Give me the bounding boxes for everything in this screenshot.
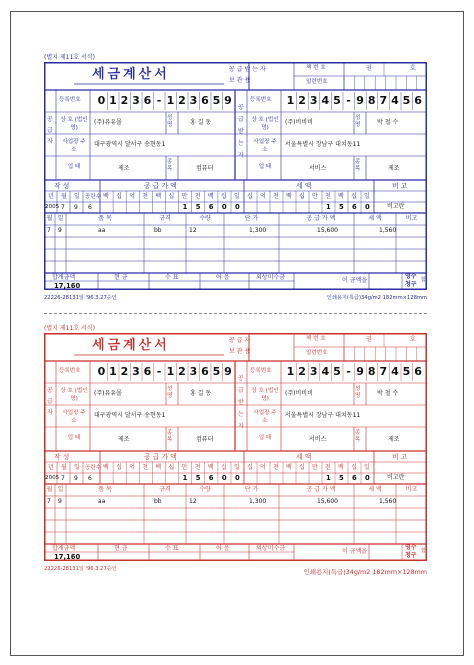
item-header: 품 목 [98,486,112,493]
book-number-label: 책 번 호 [306,336,326,342]
supply-place-label: 십 [116,464,122,471]
supplier-reg-digit: 3 [132,365,140,378]
supply-place-label: 천 [194,464,201,471]
tax-place-label: 만 [312,193,318,200]
buyer-reg-digit: 6 [414,365,422,378]
tax-amount-header: 세 액 [296,453,312,461]
total-value: 17,160 [54,553,81,561]
tax-place-label: 십 [247,193,253,200]
date-col-label: 일 [74,193,80,200]
supplier-field-label: 사업장 주 소 [62,410,86,424]
item-unit-price: 1,300 [249,227,267,234]
buyer-item: 제조 [388,165,400,172]
item-unit-price: 1,300 [249,498,267,505]
book-number-label: 책 번 호 [306,65,326,71]
supply-place-label: 십 [168,193,175,200]
invoice-title: 세금계산서 [92,338,170,353]
item-header: 공 급 가 액 [306,215,336,222]
supplier-item-label: 종목 [167,430,173,443]
date-month: 7 [61,204,65,211]
buyer-company: (주)비비비 [285,119,313,126]
supplier-field-label: 등록번호 [59,368,81,374]
supply-digit: 5 [195,203,201,211]
supplier-reg-digit: 0 [97,94,106,107]
supply-place-label: 백 [103,193,109,200]
supply-place-label: 백 [207,464,214,471]
date-month: 7 [61,475,65,482]
supplier-company: (주)유유몰 [94,390,122,397]
supplier-reg-digit: 3 [189,365,198,378]
buyer-reg-digit: 5 [402,94,411,107]
buyer-reg-digit: 4 [321,365,330,378]
blank-count-value: 6 [88,204,92,211]
cut-line [44,313,427,314]
book-unit-number: 호 [410,65,416,72]
tax-place-label: 십 [299,464,305,471]
item-spec: bb [154,498,162,505]
supply-place-label: 천 [194,193,201,200]
buyer-reg-digit: - [346,94,351,107]
item-qty: 12 [189,227,197,234]
date-col-label: 월 [61,193,67,200]
buyer-item-label: 종목 [355,430,361,443]
supply-place-label: 천 [142,193,149,200]
supply-digit: 0 [221,474,227,482]
supply-digit: 5 [195,474,201,482]
supplier-reg-digit: 1 [166,365,175,378]
buyer-reg-digit: 5 [402,365,411,378]
buyer-reg-digit: 8 [367,365,376,378]
tax-digit: 5 [339,203,344,211]
supplier-name: 홍 길 동 [190,119,212,126]
supply-digit: 1 [182,203,188,211]
note-header: 비 고 [392,453,408,461]
buyer-reg-digit: 5 [333,365,341,378]
claim-label: 청구 [405,552,417,559]
supplier-reg-digit: 0 [97,365,106,378]
cash-label: 현 금 [114,274,128,281]
buyer-address: 서울특별시 장남구 대치동11 [285,141,361,148]
supplier-business: 제조 [118,436,130,443]
bill-label: 어 음 [216,545,230,552]
buyer-vertical-label: 공급받는자 [238,375,244,430]
tax-place-label: 천 [273,464,279,471]
item-header: 세 액 [368,486,382,493]
supplier-vertical-label: 공 급 자 [47,387,53,416]
buyer-name: 박 철 수 [377,119,399,126]
supplier-reg-digit: 1 [166,94,175,107]
supply-amount-header: 공 급 가 액 [144,453,177,461]
footer-approval: 22226-28131일 '96.3.27승인 [44,295,117,301]
item-supply: 15,600 [317,227,338,234]
tax-place-label: 백 [338,464,344,471]
tax-place-label: 천 [325,464,331,471]
item-header: 월 [46,486,53,493]
copy-label-bottom: 보 관 용 [229,348,251,355]
supplier-field-label: 상 호 (법인명) [60,117,88,131]
tax-invoice-buyer-copy [44,54,427,301]
buyer-name-label: 성명 [355,115,361,128]
buyer-field-label: 상 호 (법인명) [251,388,279,402]
supply-digit: 0 [235,203,240,211]
tax-place-label: 만 [312,464,318,471]
buyer-business: 서비스 [309,165,327,172]
date-col-label: 년 [48,193,54,200]
supplier-field-label: 업 태 [67,435,81,441]
supply-digit: 1 [182,474,188,482]
item-month: 7 [47,498,51,505]
supplier-reg-digit: 6 [143,365,152,378]
item-header: 일 [57,486,64,493]
supplier-reg-digit: 2 [178,94,186,107]
supply-place-label: 일 [234,193,240,200]
tax-digit: 6 [352,203,357,211]
item-header: 비고 [405,215,418,222]
supply-place-label: 만 [181,464,188,471]
item-header: 규격 [159,215,171,222]
date-year: 2005 [45,204,60,210]
book-unit-volume: 권 [366,65,372,72]
supply-place-label: 십 [220,193,227,200]
buyer-reg-digit: 4 [391,94,399,107]
buyer-reg-digit: 1 [286,365,295,378]
blank-count-value: 6 [88,475,92,482]
supply-place-label: 일 [234,464,240,471]
tax-place-label: 십 [351,193,357,200]
total-label: 합계금액 [52,545,76,552]
item-header: 공 급 가 액 [306,486,336,493]
supply-place-label: 백 [207,193,214,200]
tax-place-label: 십 [351,464,357,471]
supplier-reg-digit: 6 [143,94,152,107]
book-unit-number: 호 [410,336,416,343]
buyer-field-label: 상 호 (법인명) [251,117,279,131]
supplier-reg-digit: 2 [120,94,129,107]
supplier-field-label: 업 태 [67,164,81,170]
supplier-reg-digit: - [156,365,162,378]
supply-digit: 0 [221,203,227,211]
buyer-reg-digit: 4 [321,94,330,107]
item-tax: 1,560 [379,227,397,234]
item-header: 세 액 [368,215,382,222]
footer-paper-spec: 인쇄용지(특급)34g/m2 182mm×128mm [326,295,427,301]
supplier-reg-digit: 3 [132,94,140,107]
supply-digit: 6 [208,203,214,211]
buyer-reg-digit: 3 [309,365,318,378]
supplier-reg-digit: - [156,94,162,107]
credit-label: 외상미수금 [256,274,285,281]
serial-number-label: 일련번호 [306,350,328,356]
form-number: (별지 제11호 서식) [44,54,95,61]
buyer-reg-digit: 1 [286,94,295,107]
supply-place-label: 억 [129,464,135,471]
buyer-reg-digit: 8 [367,94,376,107]
tax-amount-header: 세 액 [296,182,312,190]
supply-place-label: 십 [220,464,227,471]
supplier-reg-digit: 2 [178,365,186,378]
total-value: 17,160 [54,282,81,290]
item-name: aa [98,227,106,234]
tax-place-label: 억 [260,193,266,200]
buyer-field-label: 사업장 주 소 [253,139,277,153]
buyer-reg-digit: 2 [298,94,306,107]
date-header: 작 성 [54,453,70,461]
buyer-reg-digit: 6 [414,94,422,107]
buyer-company: (주)비비비 [285,390,313,397]
item-month: 7 [47,227,51,234]
supplier-vertical-label: 공 급 자 [47,116,53,145]
supplier-reg-digit: 3 [189,94,198,107]
invoice-title: 세금계산서 [92,67,170,82]
tax-digit: 1 [326,474,331,482]
supplier-reg-digit: 1 [109,365,117,378]
supplier-reg-digit: 5 [212,365,221,378]
tax-place-label: 백 [286,193,292,200]
amount-phrase: 이 금액을 [342,548,368,555]
tax-place-label: 백 [338,193,344,200]
bill-label: 어 음 [216,274,230,281]
item-qty: 12 [189,498,197,505]
buyer-field-label: 등록번호 [250,368,272,374]
tax-place-label: 일 [364,193,370,200]
item-spec: bb [154,227,162,234]
item-header: 단 가 [244,486,259,493]
receipt-label: 영수 [405,273,417,280]
buyer-field-label: 등록번호 [250,97,272,103]
item-header: 규격 [159,486,171,493]
supply-place-label: 십 [168,464,175,471]
buyer-address: 서울특별시 장남구 대치동11 [285,412,361,419]
tax-place-label: 천 [325,193,331,200]
receipt-label: 영수 [405,544,417,551]
item-tax: 1,560 [379,498,397,505]
tax-place-label: 일 [364,464,370,471]
supplier-company: (주)유유몰 [94,119,122,126]
item-supply: 15,600 [317,498,338,505]
copy-label-top: 공 급 자 [229,337,251,344]
buyer-business: 서비스 [309,436,327,443]
date-col-label: 월 [61,464,67,471]
supplier-reg-digit: 2 [120,365,129,378]
note-header: 비 고 [392,182,408,190]
buyer-vertical-label: 공급받는자 [238,104,244,159]
buyer-reg-digit: 2 [298,365,306,378]
footer-paper-spec: 인쇄용지(특급)34g/m2 182mm×128mm [303,568,427,576]
date-header: 작 성 [54,182,70,190]
suffix-label: 함 [421,548,426,554]
credit-label: 외상미수금 [256,545,285,552]
buyer-name-label: 성명 [355,386,361,399]
item-day: 9 [58,227,62,234]
buyer-name: 박 철 수 [377,390,399,397]
supply-place-label: 천 [142,464,149,471]
supply-place-label: 백 [155,193,162,200]
supplier-address: 대구광역시 달서구 송현동1 [94,412,166,419]
tax-place-label: 십 [247,464,253,471]
supplier-name-label: 성명 [167,115,173,128]
supplier-name: 홍 길 동 [190,390,212,397]
item-header: 수량 [199,215,211,222]
tax-digit: 5 [339,474,344,482]
blank-count-label: 공란수 [85,465,102,471]
supply-place-label: 십 [116,193,122,200]
cash-label: 현 금 [114,545,128,552]
check-label: 수 표 [165,545,179,552]
book-unit-volume: 권 [366,336,372,343]
tax-place-label: 천 [273,193,279,200]
supply-place-label: 백 [103,464,109,471]
tax-digit: 0 [365,203,370,211]
supply-place-label: 억 [129,193,135,200]
item-header: 비고 [405,486,418,493]
tax-invoice-supplier-copy [44,325,427,576]
date-col-label: 일 [74,464,80,471]
buyer-reg-digit: 5 [333,94,341,107]
buyer-reg-digit: 9 [356,94,364,107]
supplier-field-label: 사업장 주 소 [62,139,86,153]
copy-label-top: 공 급 받 는 자 [229,66,266,73]
supply-place-label: 만 [181,193,188,200]
date-day: 9 [74,475,78,482]
buyer-reg-digit: - [346,365,351,378]
date-col-label: 년 [48,464,54,471]
item-header: 일 [57,215,64,222]
supplier-reg-digit: 6 [201,94,209,107]
date-day: 9 [74,204,78,211]
supply-amount-header: 공 급 가 액 [144,182,177,190]
supply-digit: 6 [208,474,214,482]
buyer-reg-digit: 3 [309,94,318,107]
buyer-field-label: 업 태 [258,164,272,170]
buyer-reg-digit: 9 [356,365,364,378]
supplier-address: 대구광역시 달서구 송현동1 [94,141,166,148]
item-header: 수량 [199,486,211,493]
supplier-field-label: 등록번호 [59,97,81,103]
serial-number-label: 일련번호 [306,79,328,85]
supplier-reg-digit: 9 [224,365,232,378]
supplier-reg-digit: 9 [224,94,232,107]
blank-count-label: 공란수 [85,194,102,200]
tax-place-label: 십 [299,193,305,200]
supply-place-label: 백 [155,464,162,471]
total-label: 합계금액 [52,274,76,281]
tax-place-label: 백 [286,464,292,471]
item-header: 월 [46,215,53,222]
supplier-item: 컴퓨터 [196,436,214,443]
supplier-field-label: 상 호 (법인명) [60,388,88,402]
claim-label: 청구 [405,281,417,288]
tax-place-label: 억 [260,464,266,471]
note-value: 비고란 [387,474,405,481]
supplier-reg-digit: 5 [212,94,221,107]
tax-digit: 1 [326,203,331,211]
tax-digit: 0 [365,474,370,482]
buyer-field-label: 업 태 [258,435,272,441]
supply-digit: 0 [235,474,240,482]
form-number: (별지 제11호 서식) [44,325,95,332]
check-label: 수 표 [165,274,179,281]
buyer-reg-digit: 7 [379,365,388,378]
item-header: 단 가 [244,215,259,222]
item-header: 품 목 [98,215,112,222]
buyer-field-label: 사업장 주 소 [253,410,277,424]
item-name: aa [98,498,106,505]
footer-approval: 22226-28131일 '96.3.27승인 [44,566,117,572]
buyer-item: 제조 [388,436,400,443]
buyer-reg-digit: 4 [391,365,399,378]
supplier-reg-digit: 1 [109,94,117,107]
supplier-business: 제조 [118,165,130,172]
tax-digit: 6 [352,474,357,482]
buyer-item-label: 종목 [355,159,361,172]
buyer-reg-digit: 7 [379,94,388,107]
supplier-item-label: 종목 [167,159,173,172]
item-day: 9 [58,498,62,505]
supplier-item: 컴퓨터 [196,165,214,172]
supplier-name-label: 성명 [167,386,173,399]
supplier-reg-digit: 6 [201,365,209,378]
suffix-label: 함 [421,277,426,283]
note-value: 비고란 [387,203,405,210]
copy-label-bottom: 보 관 용 [229,77,251,84]
amount-phrase: 이 금액을 [342,277,368,284]
date-year: 2005 [45,475,60,481]
